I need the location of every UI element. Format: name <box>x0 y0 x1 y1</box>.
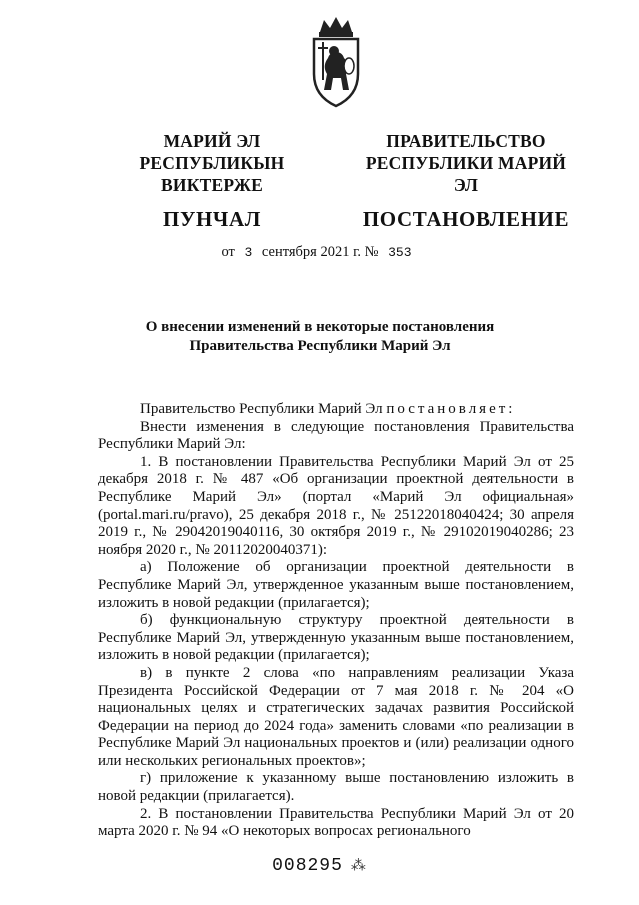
serial-number: 008295 <box>272 856 343 876</box>
intro-prefix: Правительство Республики Марий Эл <box>140 401 387 417</box>
document-subject <box>100 318 540 356</box>
serial-number-footer <box>0 856 639 876</box>
document-number: 353 <box>388 245 412 260</box>
header-right-line2: РЕСПУБЛИКИ МАРИЙ ЭЛ <box>365 153 567 195</box>
body-paragraph-3: а) Положение об организации проектной деятельности в Республике Марий Эл, утвержденное указанным выше постановлением, изложить в новой редакции (прилагается); <box>98 559 574 611</box>
intro-paragraph <box>98 401 574 419</box>
body-paragraph-2: 1. В постановлении Правительства Республики Марий Эл от 25 декабря 2018 г. № 487 «Об организации проектной деятельности в Республике Марий Эл» (портал «Марий Эл официальная» (portal.mari.ru/pravo), 25 декабря 2018 г., № 25122018040424; 30 апреля 2019 г., № 29042019040116, 30 октября 2019 г., № 29102019040286; 23 ноября 2020 г., № 20112020040371): <box>98 453 574 558</box>
header-left-line1: МАРИЙ ЭЛ РЕСПУБЛИКЫН <box>139 131 285 173</box>
date-prefix: от <box>221 244 235 260</box>
date-line <box>0 244 639 261</box>
header-right-line1: ПРАВИТЕЛЬСТВО <box>386 131 546 151</box>
header-left-line2: ВИКТЕРЖЕ <box>161 175 263 195</box>
header-right-title: ПОСТАНОВЛЕНИЕ <box>362 207 570 231</box>
intro-decree-word: постановляет: <box>386 401 516 417</box>
body-paragraph-4: б) функциональную структуру проектной деятельности в Республике Марий Эл, утвержденную указанным выше постановлением, изложить в новой редакции (прилагается); <box>98 612 574 664</box>
subject-line2: Правительства Республики Марий Эл <box>189 338 451 354</box>
date-day: 3 <box>244 245 253 260</box>
date-month-year: сентября 2021 г. № <box>261 244 379 260</box>
body-paragraph-6: г) приложение к указанному выше постановлению изложить в новой редакции (прилагается). <box>98 770 574 805</box>
header-left-title: ПУНЧАЛ <box>163 207 261 231</box>
body-paragraph-1: Внести изменения в следующие постановления Правительства Республики Марий Эл: <box>98 418 574 453</box>
decorative-star-icon: ⁂ <box>350 858 367 875</box>
subject-line1: О внесении изменений в некоторые постановления <box>145 319 495 335</box>
header-right-block <box>356 130 576 232</box>
document-body <box>98 401 574 841</box>
coat-of-arms-emblem <box>300 14 372 110</box>
body-paragraph-7: 2. В постановлении Правительства Республики Марий Эл от 20 марта 2020 г. № 94 «О некоторых вопросах регионального <box>98 805 574 840</box>
body-paragraph-5: в) в пункте 2 слова «по направлениям реализации Указа Президента Российской Федерации от 7 мая 2018 г. № 204 «О национальных целях и стратегических задачах развития Российской Федерации на период до 2024 года» заменить словами «по реализации в Республике Марий Эл национальных проектов и (или) реализации одного или нескольких региональных проектов»; <box>98 664 574 769</box>
header-left-block <box>92 130 332 232</box>
